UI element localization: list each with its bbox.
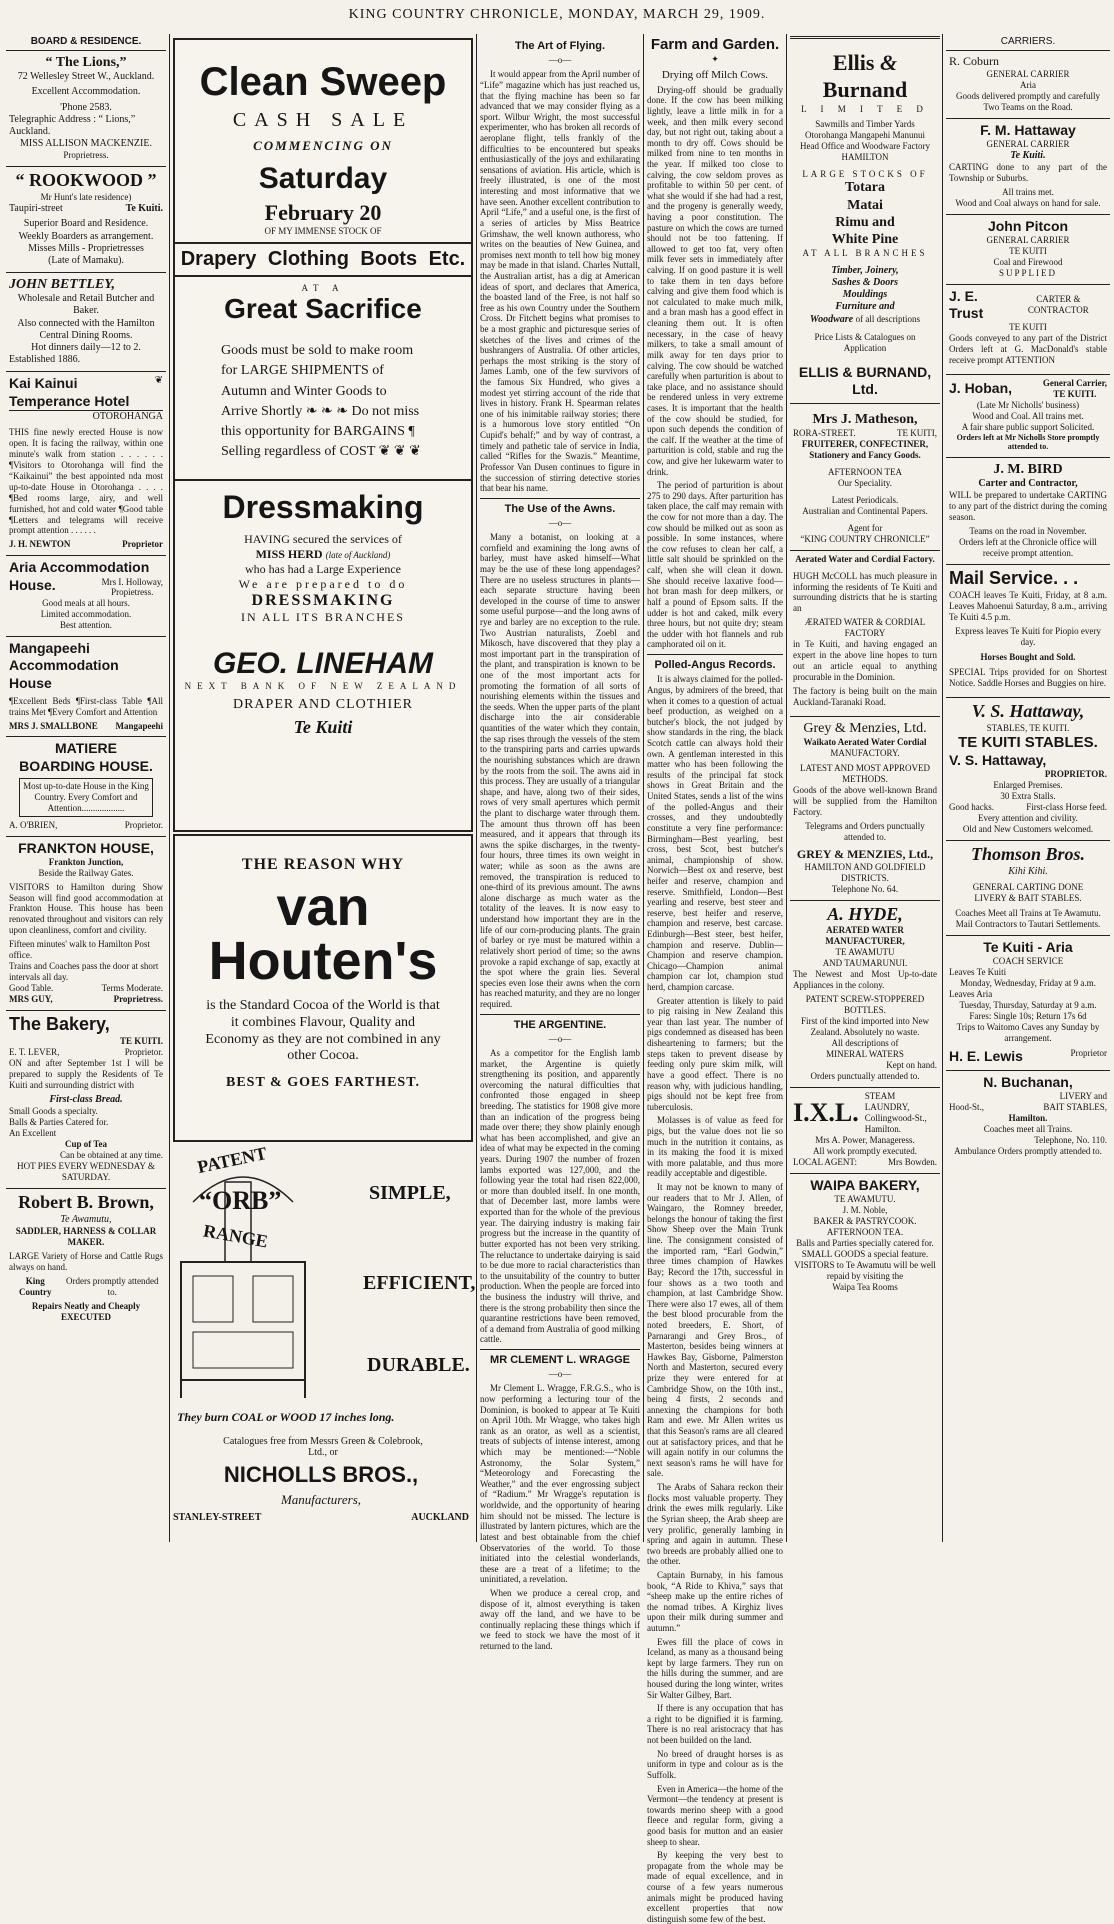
column-rule [169,34,170,1542]
column-rule [643,34,644,1542]
article-body: As a competitor for the English lamb market, the Argentine is quietly strengthening its position, and apparently overcoming the natural difficulties that confronted those engaged in sheep breeding. The statistics for 1908 give more than an indication of the progress being made over there; they show plainly enough what has been accomplished, and give an idea of what may be expected in the coming years. During 1907 the number of frozen lambs exported was 127,000, and the following year the total had risen 822,000, or more than doubled itself. In one month, that of December last, more lambs were exported than for the whole of the previous year. The dairying industry is making fair progress but the increase in the quantity of butter exported has not been very striking. The reluctance to undertake dairying is said to be due more to racial characteristics than to the unsuitability of the country to butter production. When the people are forced into the business the industry will thrive, and there is the strong probability then since the quarantine restrictions have been removed, of a demand from Australia of good milking cattle. [480,1047,640,1345]
ad-kai-kainui: Kai Kainui ❦ Temperance Hotel OTOROHANGA THIS fine newly erected House is now open. It is facing the railway, within one minute's walk from station . . . . . . ¶Visitors to Otorohanga will find the “Kaikainui” the best appointed nda most up-to-date House in Otorohanga . . . . ¶Bed rooms large, airy, and well furnished, hot and cold water ¶Good table ¶Letters and telegrams will receive prompt attention . . . . . . J. H. NEWTON Proprietor [6,372,166,556]
ad-grey-menzies: Grey & Menzies, Ltd. Waikato Aerated Water Cordial MANUFACTORY. LATEST AND MOST APPROVED METHODS. Goods of the above well-known Brand will be supplied from the Hamilton Factory. Telegrams and Orders punctually attended to. GREY & MENZIES, Ltd., HAMILTON AND GOLDFIELD DISTRICTS. Telephone No. 64. [790,717,940,900]
page-header: KING COUNTRY CHRONICLE, MONDAY, MARCH 29, 1909. [348,7,766,22]
article-title: The Use of the Awns. [504,502,616,515]
ad-aerated-water: Aerated Water and Cordial Factory. HUGH McCOLL has much pleasure in informing the residents of Te Kuiti and surrounding districts that he is starting an ÆRATED WATER & CORDIAL FACTORY in Te Kuiti, and having engaged an expert in the above line hopes to turn out an article equal to anything procurable in the Dominion. The factory is being built on the main Auckland-Taranaki Road. [790,551,940,718]
column-board-residence [6,36,166,1540]
ad-ellis-burnand: Ellis & Burnand L I M I T E D Sawmills and Timber Yards Otorohanga Mangapehi Manunui Head Office and Woodware Factory HAMILTON LARGE STOCKS OF Totara Matai Rimu and White Pine AT ALL BRANCHES Timber, Joinery, Sashes & Doors Mouldings Furniture and Woodware of all descriptions Price Lists & Catalogues on Application ELLIS & BURNAND, Ltd. [790,36,940,404]
ad-ixl-laundry: I.X.L. STEAM LAUNDRY, Collingwood-St., Hamilton. Mrs A. Power, Manageress. All work promptly executed. LOCAL AGENT: Mrs Bowden. [790,1088,940,1174]
ad-vs-hattaway: V. S. Hattaway, STABLES, TE KUITI. TE KUITI STABLES. V. S. Hattaway, PROPRIETOR. Enlarged Premises. 30 Extra Stalls. Good hacks. First-class Horse feed. Every attention and civility. Old and New Customers welcomed. [946,698,1110,841]
ad-clean-sweep: Clean Sweep CASH SALE COMMENCING ON Saturday February 20 OF MY IMMENSE STOCK OF Drapery Clothing Boots Etc. AT A Great Sacrifice Goods must be sold to make room for LARGE SHIPMENTS of Autumn and Winter Goods to Arrive Shortly ❧ ❧ ❧ Do not miss this opportunity for BARGAINS ¶ Selling regardless of COST ❦ ❦ ❦ Dressmaking HAVING secured the services of MISS HERD (late of Auckland) who has had a Large Experience We are prepared to do DRESSMAKING IN ALL ITS BRANCHES GEO. LINEHAM NEXT BANK OF NEW ZEALAND DRAPER AND CLOTHIER Te Kuiti [173,38,473,832]
category-row: Drapery Clothing Boots Etc. [175,242,471,277]
article-body: It would appear from the April number of “Life” magazine which has just reached us, that the flying machine has been so far advanced that we may consider flying as a sport. Wilbur Wright, the most successful experimenter, who has broken all records of aeroplane flight, tells frankly of the difficulties to be encountered but speaks enthusiastically of the joys and exhilarating sensations of aviation. His article, which is freely illustrated, is one of the most interesting and most informative that we have seen. Another excellent contribution to April “Life,” and a useful one, is the first of a series of articles by Miss Beatrice Grimshaw, the well known authoress, who writes on the beauties of New Guinea, and promises next month to tell how big money may be made in that island. Charles Nuttall, the Australian artist, has a dig at American ideas of sport, and declares that America, the boasted land of the Free, is not half so free as his own Country under the Southern Cross. Dr Fitchett begins what promises to be a most graphic and picturesque series of sketches of the lives and crimes of the bushrangers of Australia. Of other articles, perhaps the most striking is the story of James Lamb, one of the few survivors of the famous Six Hundred, who gives a modest yet stirring account of the ride that lives in history. Frank H. Spearman relates one of his inimitable railway stories; there is a humorous love story entitled “On Cupid's behalf;” and by way of contrast, a timely and pathetic tale of service in India, called “Rifles for the Swazis.” Meantime, Professor Van Dusen continues to figure in the succession of stirring detective stories that bear his name. [480,69,640,494]
ad-van-houtens: THE REASON WHY van Houten's is the Standard Cocoa of the World is that it combines Flavour, Quality and Economy as they are not combined in any other Cocoa. BEST & GOES FARTHEST. [173,834,473,1142]
article-body: Mr Clement L. Wragge, F.R.G.S., who is now performing a lecturing tour of the Dominion, is booked to appear at Te Kuiti on April 10th. Mr Wragge, who takes high rank as an orator, as well as a scientist, treats of subjects of intense interest, among which may be mentioned:—“Noble Astronomy, the Solar System,” “Meteorology and Forecasting the Weather,” and the ever engrossing subject of “Radium.” Mr Wragge's reputation is worldwide, and the opportunity of hearing him should not be missed. The lecture is illustrated by lantern pictures, which are the latest and best obtainable from the chief Observatories of the world. To those initiated into the celestial wonderlands, these are a treat of a lifetime; to the uninitiated, a revelation. [480,1383,640,1585]
article-title: Drying off Milch Cows. [661,69,769,82]
ad-frankton-house: FRANKTON HOUSE, Frankton Junction, Beside the Railway Gates. VISITORS to Hamilton during Show Season will find good accommodation at Frankton House. This house has been renovated throughout and visitors can rely upon cleanliness, comfort and civility. Fifteen minutes' walk to Hamilton Post office. Trains and Coaches pass the door at short intervals all day. Good Table. Terms Moderate. MRS GUY, Proprietress. [6,837,166,1012]
ad-matiere: MATIERE BOARDING HOUSE. Most up-to-date House in the King Country. Every Comfort and Attention................... A. O'BRIEN, Proprietor. [6,737,166,836]
column-rule [476,34,477,1542]
article-title: THE ARGENTINE. [513,1018,607,1031]
column-farm-garden: Farm and Garden. ✦ Drying off Milch Cows. Drying-off should be gradually done. If the cow has been milking lightly, leave a little milk in for a week, and then milk every second day, but not right out, taking about a month to dry off. Cows should be milked from nine to ten months in the year. If milked too close to calving, the cow seldom proves as profitable to within 50 per cent. of what she would if she had had a rest, and the progeny is generally weedy, having a poor constitution. The pasture on which the cows are turned should not be too fattening. If allowed to get too fat, very often milk fever sets in immediately after calving. If on good pasture it is well to take them in ten days before calving and give them food which is not calculated to make much milk, and a bran mash has a good effect in cleaning them out. It is often necessary, in the case of heavy milkers, to take a small amount of milk away for ten days prior to calving. The cow should be watched carefully when parturition is about to take place, and no assistance should be rendered unless in very extreme cases. It is important that the health of the cow should be studied, for upon such depends the condition of the calf. If the weather at the time of parturition is cold, stable and rug the cow, and give her lukewarm water to drink. The period of parturition is about 275 to 290 days. After parturition has taken place, the calf may remain with the cow for not more than a day. The cow should be milked out as soon as possible. In some instances, where the cow refuses to clean her calf, a little salt should be sprinkled on the calf, when she will clean it down. She should receive laxative food—hot bran mash for deep milkers, or half a pound of Epsom salts. If the udder is hot and caked, milk every three hours, but not quite dry; steam the udder with hot flannels and rub camphorated oil on it. Polled-Angus Records. It is always claimed for the polled-Angus, by admirers of the breed, that when it comes to a question of actual beef production, as weighed on a butcher's block, the not judged by show standards in the ring, the black Scotch cattle can always hold their own. A gentleman interested in this matter who has been following the results of the principal fat stock shows in Great Britain and the United States, sends a list of the wins of the polled-Angus and their crosses, and they undoubtedly constitute a very fine performance: Birmingham—Best yearling, best cross, best Scot, best butcher's animal, championship of show. Norwich—Best ox and reserve, best heifer and reserve, champion and reserve. Smithfield, London—Best yearling and reserve, best steer and reserve, best heifer and reserve, champion and reserve, best carcase. Edinburgh—Best steer, best heifer, champion and reserve. Dublin—Champion and reserve champion. Chicago—Champion animal champion car lot, champion stud herd, champion carcase. Greater attention is likely to paid to pig raising in New Zealand this year than last year. The number of pigs condemned as diseased has been disheartening to farmers; but the steps taken to prevent disease by feeding only pure skim milk, will have a good effect. There is no reason why, with judicious handling, pigs should not be kept free from tuberculosis. Molasses is of value as feed for pigs, but the value does not lie so much in the nutrition it contains, as in its making the food it is mixed with more palatable, and thus more readily acceptable and digestible. It may not be known to many of our readers that to Mr J. Allen, of Waingaro, the Romney breeder, belongs the honour of taking the first Show Sheep over the Main Trunk line. The consignment consisted of the imported ram, “Earl Godwin,” three times champion of Hawkes Bay; Record the 17th, successful in four shows as a two tooth and champion, at last Cambridge Show. There were also 17 ewes, all of them the best blood procurable from the noted breeders, E. Short, of Parnarangi and Grey Bros., of Masterton, besides being winners at Hawkes Bay, Gisborne, Palmerston North and Masterton, secured every prize they were entered for at Cambridge Show, on the 10th inst., being 4 firsts, 2 seconds and annexing the champions for both Ram and ewe. Mr Allen writes us that this Season's rams are all cleared out at satisfactory prices, and that he will again notify in our columns the next season's rams he will have for sale. The Arabs of Sahara reckon their flocks most valuable property. They drink the ewes milk regularly. Like the Syrian sheep, the Arab sheep are very prolific, generally lambing in spring and again in autumn. These two breeds are probably allied one to the other. Captain Burnaby, in his famous book, “A Ride to Khiva,” says that “sheep make up the entire riches of the nomad tribes. A Kirghiz lives upon their milk during summer and autumn.” Ewes fill the place of cows in Iceland, as many as a thousand being kept by large farmers. They run on the hills during the summer, and are housed during the long winter, writes Sir Walter Gilbey, Bart. If there is any occupation that has a right to be dignified it is farming. There is no real aristocracy that has not been builded on the land. No breed of draught horses is as uniform in type and colour as is the Suffolk. Even in America—the home of the Vermont—the tendency at present is towards merino sheep with a good fleece and regular form, giving a good basis for mutton and an easier sheep to shear. By keeping the very best to propagate from the whole may be made of equal excellence, and in course of a few years numerous animals might be produced having excellent properties that now distinguish some few of the best. [647,36,783,1924]
ad-mangapeehi: Mangapeehi Accommodation House ¶Excellent Beds ¶First-class Table ¶All trains Met ¶Every Comfort and Attention MRS J. SMALLBONE Mangapeehi [6,637,166,737]
ad-j-hoban: J. Hoban, General Carrier, TE KUITI. (Late Mr Nicholls' business) Wood and Coal. All trains met. A fair share public support Solicited. Orders left at Mr Nicholls Store promptly attended to. [946,375,1110,458]
article-title: Polled-Angus Records. [654,658,776,671]
range-stove-illustration [173,1142,313,1402]
ad-mail-service: Mail Service. . . COACH leaves Te Kuiti, Friday, at 8 a.m. Leaves Mahoenui Saturday, 8 a.m., arriving Te Kuiti 4.5 p.m. Express leaves Te Kuiti for Piopio every day. Horses Bought and Sold. SPECIAL Trips provided for on Shortest Notice. Saddle Horses and Buggies on hire. [946,565,1110,698]
section-title: CARRIERS. [946,36,1110,51]
fern-icon: ❦ [154,375,163,387]
column-businesses [790,36,940,1540]
column-rule [786,34,787,1542]
section-title: BOARD & RESIDENCE. [6,36,166,51]
ad-aria-accommodation: Aria Accommodation House. Mrs I. Holloway, Propietress. Good meals at all hours. Limited accommodation. Best attention. [6,556,166,637]
column-articles: The Art of Flying. —o— It would appear from the April number of “Life” magazine which has just reached us, that the flying machine has been so far advanced that we may consider flying as a sport. Wilbur Wright, the most successful experimenter, who has broken all records of aeroplane flight, tells frankly of the difficulties to be encountered but speaks enthusiastically of the joys and exhilarating sensations of aviation. His article, which is freely illustrated, is one of the most interesting and most informative that we have seen. Another excellent contribution to April “Life,” and a useful one, is the first of a series of articles by Miss Beatrice Grimshaw, the well known authoress, who writes on the beauties of New Guinea, and promises next month to tell how big money may be made in that island. Charles Nuttall, the Australian artist, has a dig at American ideas of sport, and declares that America, the boasted land of the Free, is not half so free as his own Country under the Southern Cross. Dr Fitchett begins what promises to be a most graphic and picturesque series of sketches of the lives and crimes of the bushrangers of Australia. Of other articles, perhaps the most striking is the story of James Lamb, one of the few survivors of the famous Six Hundred, who gives a modest yet stirring account of the ride that lives in history. Frank H. Spearman relates one of his inimitable railway stories; there is a humorous love story entitled “On Cupid's behalf;” and by way of contrast, a timely and pathetic tale of service in India, called “Rifles for the Swazis.” Meantime, Professor Van Dusen continues to figure in the succession of stirring detective stories that bear his name. The Use of the Awns. —o— Many a botanist, on looking at a cornfield and examining the long awns of barley, must have asked himself—What may be the use of these long appendages? There are no useless structures in plants—each separate structure having been developed in the course of time to answer some useful purpose—and the long awns of rye and barley are no exception to the rule. Two Austrian naturalists, Zoebl and Mikosch, have discovered that they play a most important part in the transpiration of the plant, and transpiration is known to be one of the most important acts for promoting the formation of all sorts of nourishing elements within the tissues and the seeds. When the upper parts of the plant discharge into the air considerable quantities of the water which they contain, the sap rises through the vessels of the stem to the transpiring parts and carries upwards the nourishing substances which are drawn by the roots from the soil. The awns aid in this process. They are usually of a triangular shape, and have, along two of their sides, rows of very small apertures which permit the plant to discharge water through them. The amount thus thrown off has been measured, and it appears that through its awns the spike discharges, in the twenty-four hours, three times its own weight in water; while as soon as the awns are removed, the transpiration is reduced to one-third of its previous amount. The awns alone discharge as much water as the totality of the leaves. It is now easy to understand how important they are in the life of our corn-producing plants. The grain of barley or rye must be matured within a relatively short period of time; so the awns provoke a rapid exchange of sap, exactly at the spot where the grain lies. Several species even lose their awns when the corn has reached maturity, and they are no longer required. THE ARGENTINE. —o— As a competitor for the English lamb market, the Argentine is quietly strengthening its position, and apparently overcoming the natural difficulties that confronted those engaged in sheep breeding. The statistics for 1908 give more than an indication of the progress being made over there; they show plainly enough what has been accomplished, and give an idea of what may be expected in the coming years. During 1907 the number of frozen lambs exported was 127,000, and the following year the total had risen 822,000, or more than doubled itself. In one month, that of December last, more lambs were exported than for the whole of the previous year. The dairying industry is making fair progress but the increase in the quantity of butter exported has not been very striking. The reluctance to undertake dairying is said to be due more to racial characteristics than to the unsuitability of the country to butter production. When the people are forced into the business the industry will thrive, and there is the strong probability then since the quarantine restrictions have been removed, of a demand from Australia of good milking cattle. MR CLEMENT L. WRAGGE —o— Mr Clement L. Wragge, F.R.G.S., who is now performing a lecturing tour of the Dominion, is booked to appear at Te Kuiti on April 10th. Mr Wragge, who takes high rank as an orator, as well as a scientist, treats of subjects of intense interest, among which may be mentioned:—“Noble Astronomy, the Solar System,” “Meteorology and Forecasting the Weather,” and the ever engrossing subject of “Radium.” Mr Wragge's reputation is worldwide, and the opportunity of hearing him should not be missed. The lecture is illustrated by lantern pictures, which are the latest and best obtainable from the chief Observatories of the world. To those initiated into the celestial wonderlands, these are a treat of a lifetime; to the uninitiated, a revelation. When we produce a cereal crop, and dispose of it, almost everything is taken away off the land, and we have to be continually replacing these things which if we feed to stock we have the most of it returned to the land. [480,40,640,1651]
ad-thomson-bros: Thomson Bros. Kihi Kihi. GENERAL CARTING DONE LIVERY & BAIT STABLES. Coaches Meet all Trains at Te Awamutu. Mail Contractors to Tautari Settlements. [946,841,1110,936]
ad-john-pitcon: John Pitcon GENERAL CARRIER TE KUITI Coal and Firewood SUPPLIED [946,215,1110,285]
ad-john-bettley: JOHN BETTLEY, Wholesale and Retail Butcher and Baker. Also connected with the Hamilton Central Dining Rooms. Hot dinners daily—12 to 2. Established 1886. [6,273,166,372]
ad-te-kuiti-aria: Te Kuiti - Aria COACH SERVICE Leaves Te Kuiti Monday, Wednesday, Friday at 9 a.m. Leaves Aria Tuesday, Thursday, Saturday at 9 a.m. Fares: Single 10s; Return 17s 6d Trips to Waitomo Caves any Sunday by arrangement. H. E. Lewis Proprietor [946,936,1110,1071]
ad-mrs-matheson: Mrs J. Matheson, RORA-STREET. TE KUITI, FRUITERER, CONFECTINER, Stationery and Fancy Goods. AFTERNOON TEA Our Speciality. Latest Periodicals. Australian and Continental Papers. Agent for “KING COUNTRY CHRONICLE” [790,404,940,551]
column-rule [942,34,943,1542]
ad-n-buchanan: N. Buchanan, LIVERY and Hood-St., BAIT STABLES, Hamilton. Coaches meet all Trains. Telephone, No. 110. Ambulance Orders promptly attended to. [949,1073,1107,1156]
ad-fm-hattaway: F. M. Hattaway GENERAL CARRIER Te Kuiti. CARTING done to any part of the Township or Suburbs. All trains met. Wood and Coal always on hand for sale. [946,119,1110,215]
article-title: The Art of Flying. [514,40,606,52]
column-carriers [946,36,1110,1540]
ad-robert-brown: Robert B. Brown, Te Awamutu, SADDLER, HARNESS & COLLAR MAKER. LARGE Variety of Horse and Cattle Rugs always on hand. King Country Orders promptly attended to. Repairs Neatly and Cheaply EXECUTED [9,1191,163,1322]
ad-a-hyde: A. HYDE, AERATED WATER MANUFACTURER, TE AWAMUTU AND TAUMARUNUI. The Newest and Most Up-to-date Appliances in the colony. PATENT SCREW-STOPPERED BOTTLES. First of the kind imported into New Zealand. Absolutely no waste. All descriptions of MINERAL WATERS Kept on hand. Orders punctually attended to. [790,901,940,1089]
article-body: When we produce a cereal crop, and dispose of it, almost everything is taken away off the land, and we have to be continually replacing these things which if we feed to stock we have the most of it returned to the land. [480,1587,640,1651]
article-title: MR CLEMENT L. WRAGGE [490,1353,630,1366]
ad-coburn: R. Coburn GENERAL CARRIER Aria Goods delivered promptly and carefully Two Teams on the Road. [946,51,1110,119]
article-body: Many a botanist, on looking at a cornfield and examining the long awns of barley, must have asked himself—What may be the use of these long appendages? There are no useless structures in plants—each separate structure having been developed in the course of time to answer some useful purpose—and the long awns of rye and barley are no exception to the rule. Two Austrian naturalists, Zoebl and Mikosch, have discovered that they play a most important part in the transpiration of the plant, and transpiration is known to be one of the most important acts for promoting the formation of all sorts of nourishing elements within the tissues and the seeds. When the upper parts of the plant discharge into the air considerable quantities of the water which they contain, the sap rises through the vessels of the stem to the transpiring parts and carries upwards the nourishing substances which are drawn by the roots from the soil. The awns aid in this process. They are usually of a triangular shape, and have, along two of their sides, rows of very small apertures which permit the plant to discharge water through them. The amount thus thrown off has been measured, and it appears that through its awns the spike discharges, in the twenty-four hours, three times its own weight in water; while as soon as the awns are removed, the transpiration is reduced to one-third of its previous amount. The awns alone discharge as much water as the totality of the leaves. It is now easy to understand how important they are in the life of our corn-producing plants. The grain of barley or rye must be matured within a relatively short period of time; so the awns provoke a rapid exchange of sap, exactly at the spot where the grain lies. Several species even lose their awns when the corn has reached maturity, and they are no longer required. [480,532,640,1009]
section-title: Farm and Garden. [650,36,780,53]
ad-rookwood: “ ROOKWOOD ” Mr Hunt's late residence) Taupiri-street Te Kuiti. Superior Board and Residence. Weekly Boarders as arrangement. Misses Mills - Proprietresses (Late of Mamaku). [6,167,166,273]
ad-the-lions: “ The Lions,” 72 Wellesley Street W., Auckland. Excellent Accommodation. 'Phone 2583. Telegraphic Address : “ Lions,” Auckland. MISS ALLISON MACKENZIE. Proprietress. [6,51,166,167]
ad-je-trust: J. E. Trust CARTER & CONTRACTOR TE KUITI Goods conveyed to any part of the District Orders left at G. MacDonald's stable receive prompt ATTENTION [946,285,1110,375]
ad-jm-bird: J. M. BIRD Carter and Contractor, WILL be prepared to undertake CARTING to any part of the district during the coming season. Teams on the road in November. Orders left at the Chronicle office will receive prompt attention. [946,458,1110,565]
ad-the-bakery: The Bakery, TE KUITI. E. T. LEVER, Proprietor. ON and after September 1st I will be prepared to supply the Residents of Te Kuiti and surrounding district with First-class Bread. Small Goods a specialty. Balls & Parties Catered for. An Excellent Cup of Tea Can be obtained at any time. HOT PIES EVERY WEDNESDAY & SATURDAY. [6,1011,166,1189]
ad-waipa-bakery: WAIPA BAKERY, TE AWAMUTU. J. M. Noble, BAKER & PASTRYCOOK. AFTERNOON TEA. Balls and Parties specially catered for. SMALL GOODS a special feature. VISITORS to Te Awamutu will be well repaid by visiting the Waipa Tea Rooms [794,1176,936,1292]
ad-orb-range: PATENT “ORB” RANGE SIMPLE, EFFICIENT, DURABLE. They burn COAL or WOOD 17 inches long. Catalogues free from Messrs Green & Colebrook, Ltd., or NICHOLLS BROS., Manufacturers, STANLEY-STREET AUCKLAND [173,1142,476,1523]
